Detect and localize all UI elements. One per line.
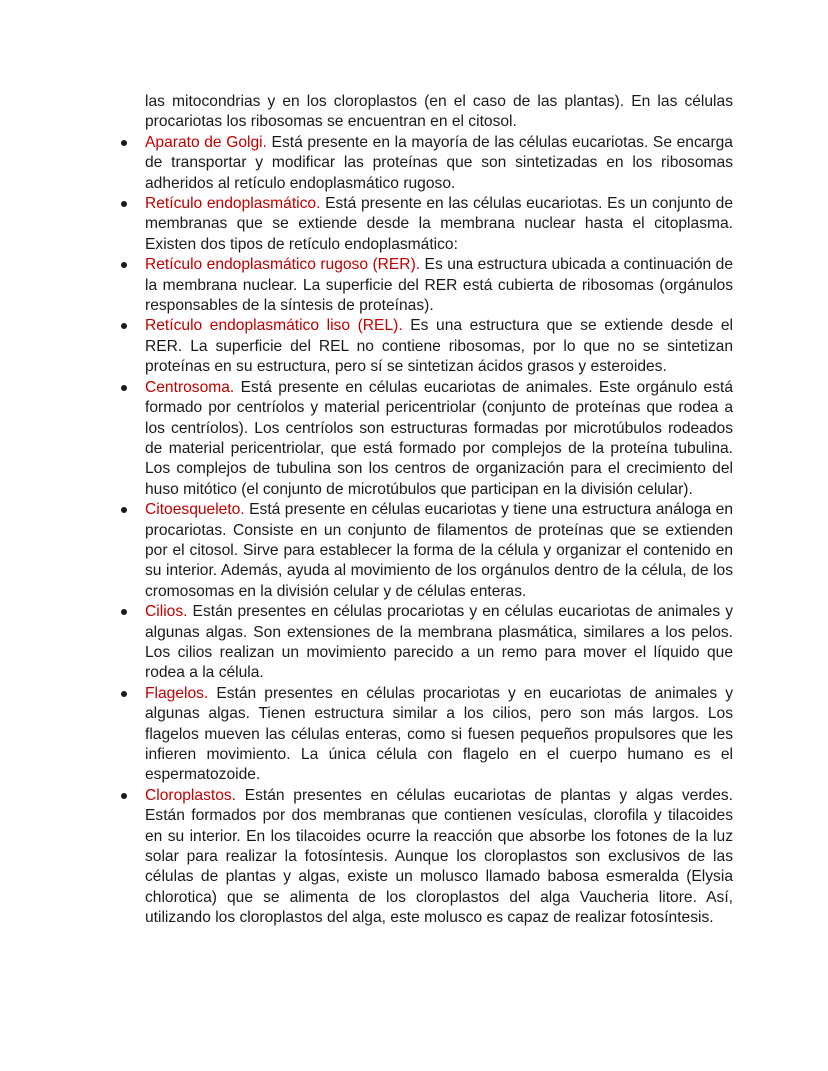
item-term: Flagelos. [145,684,209,702]
list-item [145,378,733,500]
bullet-icon [121,609,127,615]
list-item [145,194,733,255]
bullet-icon [121,385,127,391]
item-term: Retículo endoplasmático rugoso (RER). [145,256,421,274]
bullet-icon [121,323,127,329]
document-body [145,92,733,929]
item-description: Está presente en células eucariotas de animales. Este orgánulo está formado por centríolos y material pericentriolar (conjunto de proteínas que rodea a los centríolos). Los centríolos son estructuras formadas por microtúbulos rodeados de material pericentriolar, que está formado por complejos de la proteína tubulina. Los complejos de tubulina son los centros de organización para el crecimiento del huso mitótico (el conjunto de microtúbulos que participan en la división celular). [145,378,733,498]
list-item [145,786,733,929]
bullet-icon [121,507,127,513]
item-term: Citoesqueleto. [145,501,245,519]
bullet-icon [121,793,127,799]
list-item [145,602,733,684]
item-description: Está presente en las células eucariotas. Es un conjunto de membranas que se extiende desde la membrana nuclear hasta el citoplasma. Existen dos tipos de retículo endoplasmático: [145,195,733,253]
item-description: Es una estructura ubicada a continuación de la membrana nuclear. La superficie del RER está cubierta de ribosomas (orgánulos responsables de la síntesis de proteínas). [145,256,733,315]
bullet-icon [121,201,127,207]
bullet-icon [121,691,127,697]
list-item [145,133,733,194]
list-item [145,500,733,602]
item-term: Aparato de Golgi. [145,133,267,151]
bullet-icon [121,262,127,268]
item-term: Retículo endoplasmático. [145,195,321,213]
list-item [145,255,733,316]
item-description: Es una estructura que se extiende desde el RER. La superficie del REL no contiene ribosomas, por lo que no se sintetizan proteínas en su estructura, pero sí se sintetizan ácidos grasos y esteroides. [145,317,733,376]
item-term: Centrosoma. [145,378,235,396]
item-term: Retículo endoplasmático liso (REL). [145,317,403,335]
item-description: Está presente en la mayoría de las células eucariotas. Se encarga de transportar y modificar las proteínas que son sintetizadas en los ribosomas adheridos al retículo endoplasmático rugoso. [145,133,733,192]
item-description: Están presentes en células procariotas y en eucariotas de animales y algunas algas. Tienen estructura similar a los cilios, pero son más largos. Los flagelos mueven las células enteras, como si fuesen pequeños propulsores que les infieren movimiento. La única célula con flagelo en el cuerpo humano es el espermatozoide. [145,684,733,784]
list-item [145,684,733,786]
item-description: Está presente en células eucariotas y tiene una estructura análoga en procariotas. Consiste en un conjunto de filamentos de proteínas que se extienden por el citosol. Sirve para establecer la forma de la célula y organizar el contenido en su interior. Además, ayuda al movimiento de los orgánulos dentro de la célula, de los cromosomas en la división celular y de células enteras. [145,501,733,600]
bullet-icon [121,140,127,146]
item-term: Cloroplastos. [145,786,237,804]
list-item [145,316,733,377]
item-term: Cilios. [145,603,188,621]
item-description: Están presentes en células procariotas y en células eucariotas de animales y algunas algas. Son extensiones de la membrana plasmática, similares a los pelos. Los cilios realizan un movimiento parecido a un remo para mover el líquido que rodea a la célula. [145,603,733,682]
intro-paragraph: las mitocondrias y en los cloroplastos (en el caso de las plantas). En las células procariotas los ribosomas se encuentran en el citosol. [145,93,733,131]
item-description: Están presentes en células eucariotas de plantas y algas verdes. Están formados por dos membranas que contienen vesículas, clorofila y tilacoides en su interior. En los tilacoides ocurre la reacción que absorbe los fotones de la luz solar para realizar la fotosíntesis. Aunque los cloroplastos son exclusivos de las células de plantas y algas, existe un molusco llamado babosa esmeralda (Elysia chlorotica) que se alimenta de los cloroplastos del alga Vaucheria litore. Así, utilizando los cloroplastos del alga, este molusco es capaz de realizar fotosíntesis. [145,786,733,927]
organelle-list [145,133,733,929]
